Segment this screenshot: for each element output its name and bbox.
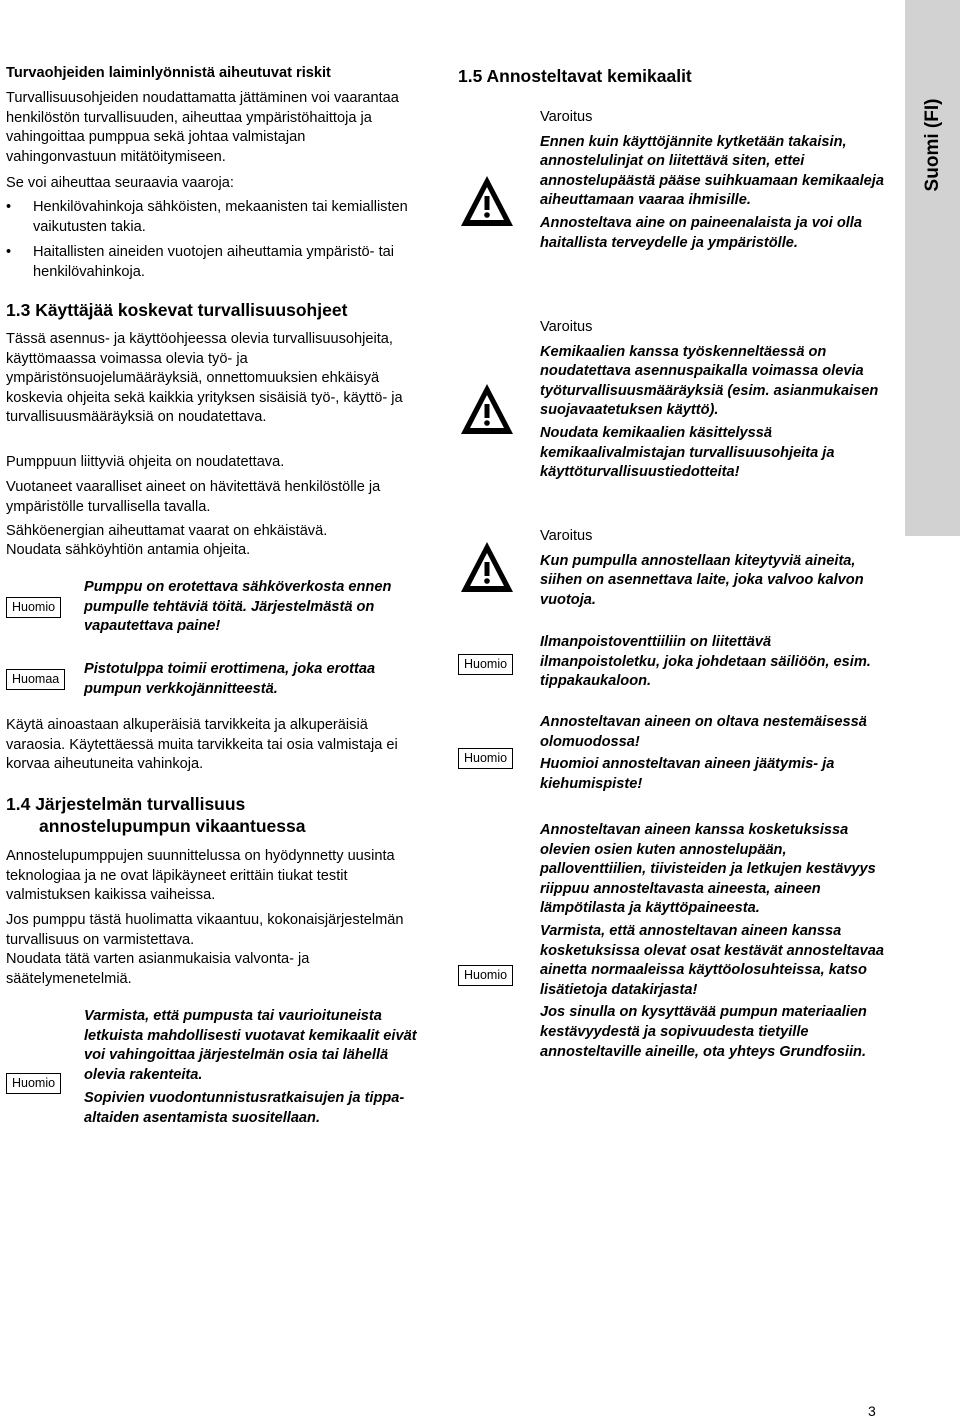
warning-triangle-icon — [458, 380, 516, 438]
note-tag: Huomio — [458, 965, 513, 986]
note-liquid-text-2: Huomioi annosteltavan aineen jäätymis- ja kiehumispiste! — [540, 756, 835, 792]
note-venting-text: Ilmanpoistoventtiiliin on liitettävä ilmanpoistoletku, joka johdetaan säiliöön, esim. tippakaukaloon. — [540, 634, 871, 690]
note-tag: Huomaa — [6, 669, 65, 690]
language-tab — [905, 0, 960, 536]
note-plug — [6, 660, 424, 699]
page-number: 3 — [868, 1403, 876, 1419]
warning-3 — [540, 527, 890, 610]
section-1-3-paragraph-4: Sähköenergian aiheuttamat vaarat on ehkäistävä. — [6, 523, 328, 539]
warning-1-text-2: Annosteltava aine on paineenalaista ja voi olla haitallista terveydelle ja ympäristölle. — [540, 214, 862, 251]
warning-2-text-2: Noudata kemikaalien käsittelyssä kemikaalivalmistajan turvallisuusohjeita ja käyttöturvallisuustiedotteita! — [540, 424, 835, 481]
risk-bullet-1: • Henkilövahinkoja sähköisten, mekaanisten tai kemiallisten vaikutusten takia. — [6, 198, 423, 237]
note-materials-text-2: Varmista, että annosteltavan aineen kanssa kosketuksissa olevat osat kestävät annosteltavaa ainetta normaaleissa käyttöolosuhteissa, katso lisätietoja datakirjasta! — [540, 922, 884, 998]
section-1-4-paragraph-3: Noudata tätä varten asianmukaisia valvonta- ja säätelymenetelmiä. — [6, 951, 310, 987]
risk-paragraph-1: Turvallisuusohjeiden noudattamatta jättäminen voi vaarantaa henkilöstön turvallisuuden, aiheuttaa ympäristöhaittoja ja vahingoittaa pumppua sekä johtaa valmistajan vahingonvastuun mitätöitymiseen. — [6, 90, 399, 165]
warning-2-symbol — [458, 380, 516, 438]
warning-3-symbol — [458, 538, 516, 596]
section-1-3-paragraph-3: Vuotaneet vaaralliset aineet on hävitettävä henkilöstölle ja ympäristölle turvallisella tavalla. — [6, 479, 381, 515]
warning-2 — [540, 318, 890, 483]
note-disconnect-text: Pumppu on erotettava sähköverkosta ennen pumpulle tehtäviä töitä. Järjestelmästä on vapautettava paine! — [84, 579, 392, 635]
note-tag: Huomio — [6, 597, 61, 618]
warning-1-label: Varoitus — [540, 109, 593, 125]
warning-2-label: Varoitus — [540, 319, 593, 335]
note-liquid-text-1: Annosteltavan aineen on oltava nestemäisessä olomuodossa! — [540, 714, 867, 750]
note-tag: Huomio — [458, 654, 513, 675]
note-leak — [6, 1007, 424, 1129]
note-liquid — [540, 713, 890, 794]
section-1-4-paragraph-1: Annostelupumppujen suunnittelussa on hyödynnetty uusinta teknologiaa ja ne ovat läpikäyneet erittäin tiukat testit valmistuksen kaikissa vaiheissa. — [6, 848, 395, 904]
warning-triangle-icon — [458, 172, 516, 230]
note-tag: Huomio — [458, 748, 513, 769]
note-leak-text-2: Sopivien vuodontunnistusratkaisujen ja tippa-altaiden asentamista suositellaan. — [84, 1090, 405, 1126]
section-1-3-paragraph-5: Noudata sähköyhtiön antamia ohjeita. — [6, 542, 251, 558]
note-plug-text: Pistotulppa toimii erottimena, joka erottaa pumpun verkkojännitteestä. — [84, 661, 376, 697]
note-tag: Huomio — [6, 1073, 61, 1094]
section-1-3-paragraph-1: Tässä asennus- ja käyttöohjeessa olevia turvallisuusohjeita, käyttömaassa voimassa olevia työ- ja ympäristönsuojelumääräyksiä, onnettomuuksien ehkäisyä koskevia ohjeita sekä kaikkia yrityksen sisäisiä työ-, käyttö- ja turvallisuusmääräyksiä on noudatettava. — [6, 331, 403, 426]
section-1-5-heading: 1.5 Annosteltavat kemikaalit — [458, 66, 692, 86]
risk-paragraph-2: Se voi aiheuttaa seuraavia vaaroja: — [6, 175, 234, 191]
note-disconnect — [6, 578, 424, 637]
section-1-4-paragraph-2: Jos pumppu tästä huolimatta vikaantuu, kokonaisjärjestelmän turvallisuus on varmistettava. — [6, 912, 404, 948]
warning-2-text-1: Kemikaalien kanssa työskenneltäessä on noudatettava asennuspaikalla voimassa olevia työturvallisuusmääräyksiä (esim. asianmukaisen suojavaatetuksen käyttö). — [540, 343, 879, 419]
warning-triangle-icon — [458, 538, 516, 596]
note-materials-text-3: Jos sinulla on kysyttävää pumpun materiaalien kestävyydestä ja sopivuudesta tietyille annosteltaville aineille, ota yhteys Grundfosiin. — [540, 1004, 867, 1060]
note-materials — [540, 821, 890, 1062]
section-1-4-heading: 1.4 Järjestelmän turvallisuus annostelupumpun vikaantuessa — [6, 794, 306, 836]
note-materials-text-1: Annosteltavan aineen kanssa kosketuksissa olevien osien kuten annostelupään, palloventtiilien, tiivisteiden ja letkujen kestävyys riippuu annosteltavasta aineesta, aineen lämpötilasta ja käyttöpaineesta. — [540, 822, 876, 917]
parts-paragraph: Käytä ainoastaan alkuperäisiä tarvikkeita ja alkuperäisiä varaosia. Käytettäessä muita tarvikkeita tai osia valmistaja ei korvaa aiheutuneita vahinkoja. — [6, 717, 398, 773]
risk-heading: Turvaohjeiden laiminlyönnistä aiheutuvat riskit — [6, 65, 331, 81]
warning-1 — [540, 108, 890, 253]
warning-1-text-1: Ennen kuin käyttöjännite kytketään takaisin, annostelulinjat on liitettävä siten, ettei annostelupäästä pääse suihkuamaan kemikaaleja aiheuttamaan vaaraa ihmisille. — [540, 133, 884, 209]
section-1-3-paragraph-2: Pumppuun liittyviä ohjeita on noudatettava. — [6, 454, 285, 470]
warning-3-text: Kun pumpulla annostellaan kiteytyviä aineita, siihen on asennettava laite, joka valvoo kalvon vuotoja. — [540, 552, 864, 608]
note-leak-text-1: Varmista, että pumpusta tai vaurioituneista letkuista mahdollisesti vuotavat kemikaalit eivät voi vahingoittaa järjestelmän osia tai lähellä olevia rakenteita. — [84, 1008, 417, 1083]
warning-3-label: Varoitus — [540, 528, 593, 544]
warning-1-symbol — [458, 172, 516, 230]
section-1-3-heading: 1.3 Käyttäjää koskevat turvallisuusohjeet — [6, 300, 348, 320]
language-label: Suomi (FI) — [921, 98, 943, 192]
risk-bullet-2: • Haitallisten aineiden vuotojen aiheuttamia ympäristö- tai henkilövahinkoja. — [6, 243, 423, 282]
